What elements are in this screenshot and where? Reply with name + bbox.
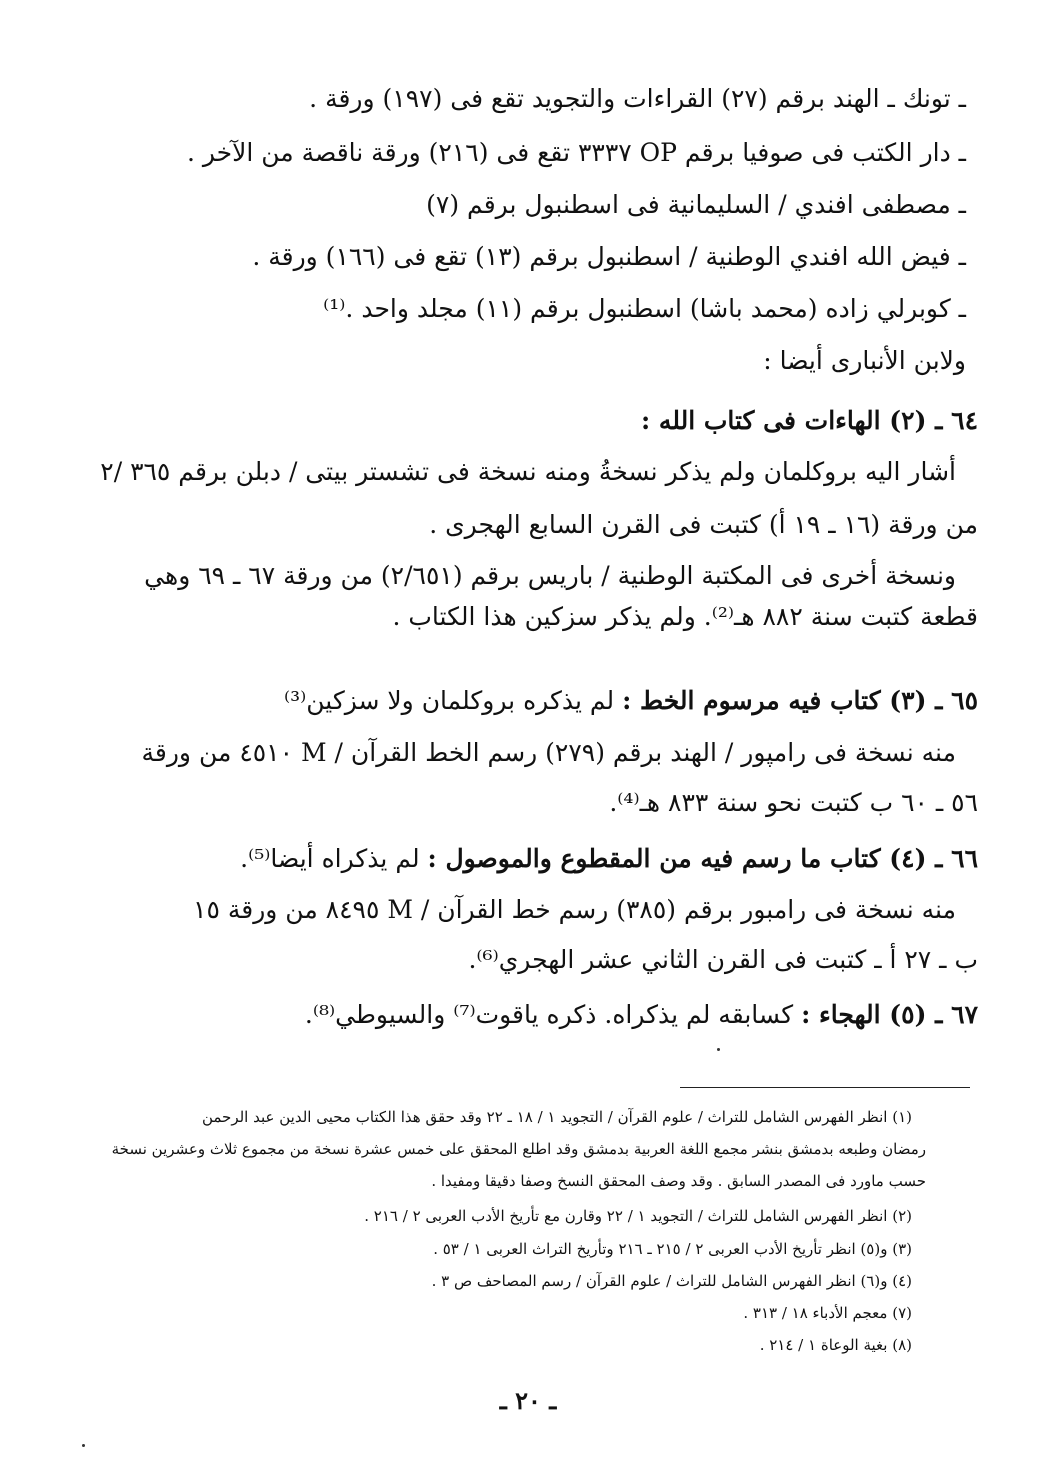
entry-66-heading-line xyxy=(240,842,978,876)
entry-65-heading-line xyxy=(284,684,978,718)
footnote-1-line-1: (١) انظر الفهرس الشامل للتراث / علوم القرآن / التجويد ١ / ١٨ ـ ٢٢ وقد حقق هذا الكتاب محيى الدين عبد الرحمن xyxy=(201,1108,912,1126)
page-number: ـ ٢٠ ـ xyxy=(499,1386,557,1415)
manuscript-item-koprulu: ـ كوبرلي زاده (محمد باشا) اسطنبول برقم (١١) مجلد واحد .⁽¹⁾ xyxy=(323,294,966,323)
entry-65-text-line-1: منه نسخة فى رامپور / الهند برقم (٢٧٩) رسم الخط القرآن / M ٤٥١٠ من ورقة xyxy=(141,738,956,767)
entry-66-text-line-2: ب ـ ٢٧ أ ـ كتبت فى القرن الثاني عشر الهجري⁽⁶⁾. xyxy=(468,945,978,974)
entry-66-note: لم يذكراه أيضا⁽⁵⁾. xyxy=(240,844,428,873)
entry-64-text-line-4: قطعة كتبت سنة ٨٨٢ هـ⁽²⁾. ولم يذكر سزكين هذا الكتاب . xyxy=(392,602,978,631)
manuscript-item-sofia: ـ دار الكتب فى صوفيا برقم OP ٣٣٣٧ تقع فى (٢١٦) ورقة ناقصة من الآخر . xyxy=(186,138,966,167)
entry-64-text-line-3: ونسخة أخرى فى المكتبة الوطنية / باريس برقم (٢/٦٥١) من ورقة ٦٧ ـ ٦٩ وهي xyxy=(144,561,956,590)
footnote-separator xyxy=(680,1087,970,1088)
entry-66-heading: ٦٦ ـ (٤) كتاب ما رسم فيه من المقطوع والموصول : xyxy=(427,844,978,873)
entry-65-heading: ٦٥ ـ (٣) كتاب فيه مرسوم الخط : xyxy=(622,686,978,715)
entry-65-text-line-2: ٥٦ ـ ٦٠ ب كتبت نحو سنة ٨٣٣ هـ⁽⁴⁾. xyxy=(609,788,978,817)
footnote-1-line-3: حسب ماورد فى المصدر السابق . وقد وصف المحقق النسخ وصفا دقيقا ومفيدا . xyxy=(431,1172,926,1190)
entry-65-note: لم يذكره بروكلمان ولا سزكين⁽³⁾ xyxy=(283,686,623,715)
entry-64-text-line-1: أشار اليه بروكلمان ولم يذكر نسخةُ ومنه نسخة فى تشستر بيتى / دبلن برقم ٣٦٥ /٢ xyxy=(100,457,956,486)
entry-66-text-line-1: منه نسخة فى رامبور برقم (٣٨٥) رسم خط القرآن / M ٨٤٩٥ من ورقة ١٥ xyxy=(193,895,956,924)
footnote-1-line-2: رمضان وطبعه بدمشق بنشر مجمع اللغة العربية بدمشق وقد اطلع المحقق على خمس عشرة نسخة من مجموع ثلاث وعشرين نسخة xyxy=(111,1140,926,1158)
entry-67-note: كسابقه لم يذكراه. ذكره ياقوت⁽⁷⁾ والسيوطي⁽⁸⁾. xyxy=(304,1000,802,1029)
entry-67-heading: ٦٧ ـ (٥) الهجاء : xyxy=(801,1000,978,1029)
manuscript-item-tonk: ـ تونك ـ الهند برقم (٢٧) القراءات والتجويد تقع فى (١٩٧) ورقة . xyxy=(309,84,966,113)
footnote-8: (٨) بغية الوعاة ١ / ٢١٤ . xyxy=(759,1336,912,1354)
entry-64-text-line-2: من ورقة (١٦ ـ ١٩ أ) كتبت فى القرن السابع الهجرى . xyxy=(429,510,978,539)
section-intro-ibn-anbari: ولابن الأنبارى أيضا : xyxy=(763,346,966,375)
entry-64-heading: ٦٤ ـ (٢) الهاءات فى كتاب الله : xyxy=(640,406,978,435)
scan-speck xyxy=(82,1444,85,1447)
manuscript-item-feyzullah: ـ فيض الله افندي الوطنية / اسطنبول برقم (١٣) تقع فى (١٦٦) ورقة . xyxy=(252,242,966,271)
footnote-4-6: (٤) و(٦) انظر الفهرس الشامل للتراث / علوم القرآن / رسم المصاحف ص ٣ . xyxy=(431,1272,912,1290)
entry-67-heading-line xyxy=(305,998,978,1032)
manuscript-item-mustafa-efendi: ـ مصطفى افندي / السليمانية فى اسطنبول برقم (٧) xyxy=(426,190,966,219)
footnote-3-5: (٣) و(٥) انظر تأريخ الأدب العربى ٢ / ٢١٥ ـ ٢١٦ وتأريخ التراث العربى ١ / ٥٣ . xyxy=(433,1240,912,1258)
footnote-2: (٢) انظر الفهرس الشامل للتراث / التجويد ١ / ٢٢ وقارن مع تأريخ الأدب العربى ٢ / ٢١٦ . xyxy=(364,1207,912,1225)
footnote-7: (٧) معجم الأدباء ١٨ / ٣١٣ . xyxy=(743,1304,912,1322)
scan-speck xyxy=(717,1048,720,1051)
